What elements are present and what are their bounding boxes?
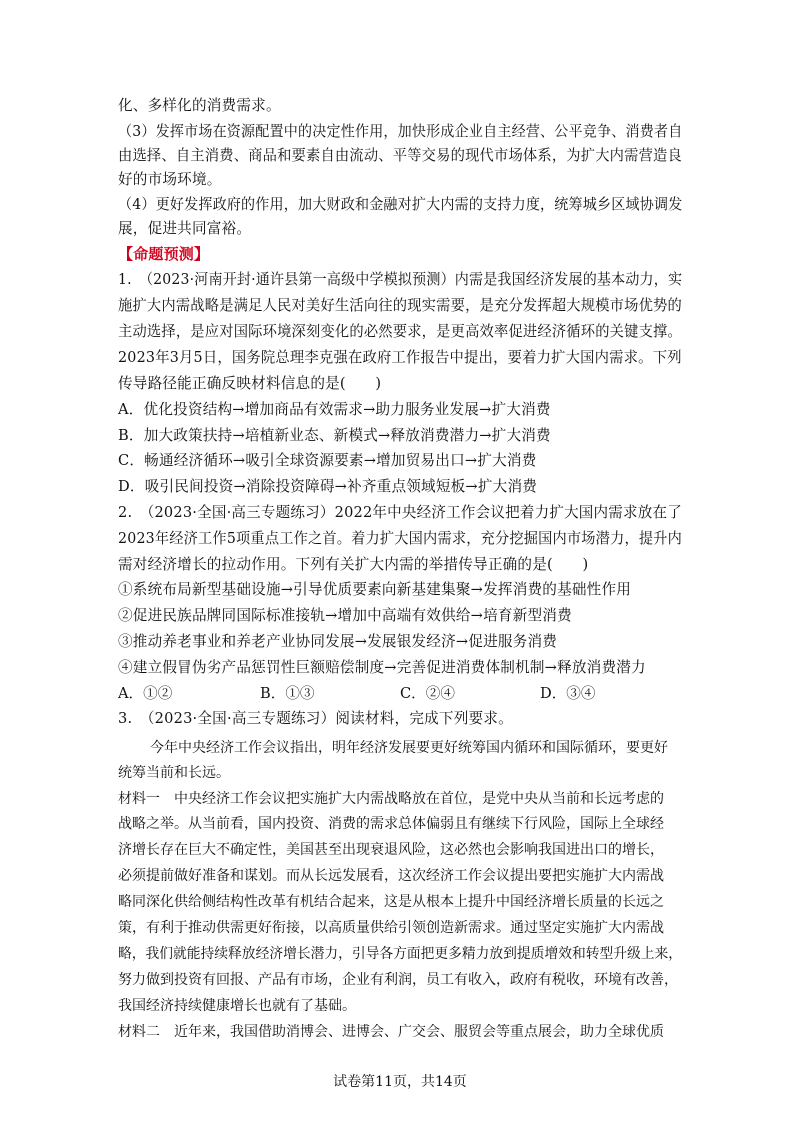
q2-stem-line: 2023年经济工作5项重点工作之首。着力扩大国内需求，充分挖掘国内市场潜力，提升内 <box>118 530 683 547</box>
material1-line: 略同深化供给侧结构性改革有机结合起来，这是从根本上提升中国经济增长质量的长远之 <box>118 894 664 910</box>
material1-line: 略，我们就能持续释放经济增长潜力，引导各方面把更多精力放到提质增效和转型升级上来， <box>118 946 683 962</box>
q2-item: ③推动养老事业和养老产业协同发展→发展银发经济→促进服务消费 <box>118 633 558 650</box>
q1-option-d: D．吸引民间投资→消除投资障碍→补齐重点领域短板→扩大消费 <box>118 478 538 495</box>
text-line: 好的市场环境。 <box>118 171 222 188</box>
text-line: （3）发挥市场在资源配置中的决定性作用，加快形成企业自主经营、公平竞争、消费者自 <box>118 123 683 140</box>
q1-stem-line: 1. （2023·河南开封·通许县第一高级中学模拟预测）内需是我国经济发展的基本动力，实 <box>118 271 683 288</box>
q3-intro-line: 今年中央经济工作会议指出，明年经济发展要更好统筹国内循环和国际循环，要更好 <box>150 740 668 756</box>
q2-item: ①系统布局新型基础设施→引导优质要素向新基建集聚→发挥消费的基础性作用 <box>118 581 632 598</box>
q2-choice-d: D．③④ <box>540 685 596 702</box>
q1-option-a: A．优化投资结构→增加商品有效需求→助力服务业发展→扩大消费 <box>118 401 551 418</box>
material1-line: 我国经济持续健康增长也就有了基础。 <box>118 998 356 1014</box>
q1-stem-line: 施扩大内需战略是满足人民对美好生活向往的现实需要，是充分发挥超大规模市场优势的 <box>118 297 682 314</box>
q1-stem-line: 2023年3月5日，国务院总理李克强在政府工作报告中提出，要着力扩大国内需求。下列 <box>118 349 682 366</box>
material1-line: 战略之举。从当前看，国内投资、消费的需求总体偏弱且有继续下行风险，国际上全球经 <box>118 816 664 832</box>
q1-stem-line: 传导路径能正确反映材料信息的是( ) <box>118 375 382 392</box>
section-heading: 【命题预测】 <box>118 245 210 263</box>
q2-choice-c: C．②④ <box>400 685 455 702</box>
material1-line: 必须提前做好准备和谋划。而从长远发展看，这次经济工作会议提出要把实施扩大内需战 <box>118 868 664 884</box>
material1-line: 努力做到投资有回报、产品有市场，企业有利润，员工有收入，政府有税收，环境有改善， <box>118 972 678 988</box>
material1-line: 材料一 中央经济工作会议把实施扩大内需战略放在首位，是党中央从当前和长远考虑的 <box>118 791 664 807</box>
page-footer: 试卷第11页，共14页 <box>333 1074 467 1090</box>
q2-choice-a: A．①② <box>118 685 173 702</box>
material2-line: 材料二 近年来，我国借助消博会、进博会、广交会、服贸会等重点展会，助力全球优质 <box>118 1024 664 1040</box>
text-line: 化、多样化的消费需求。 <box>118 97 281 114</box>
q1-option-c: C．畅通经济循环→吸引全球资源要素→增加贸易出口→扩大消费 <box>118 452 537 469</box>
material1-line: 策，有利于推动供需更好衔接，以高质量供给引领创造新需求。通过坚定实施扩大内需战 <box>118 920 664 936</box>
text-line: 由选择、自主消费、商品和要素自由流动、平等交易的现代市场体系，为扩大内需营造良 <box>118 147 682 164</box>
text-line: 展，促进共同富裕。 <box>118 220 252 237</box>
q2-stem-line: 2. （2023·全国·高三专题练习）2022年中央经济工作会议把着力扩大国内需求放在了 <box>118 504 683 521</box>
q1-stem-line: 主动选择，是应对国际环境深刻变化的必然要求，是更高效率促进经济循环的关键支撑。 <box>118 323 682 340</box>
q2-item: ②促进民族品牌同国际标准接轨→增加中高端有效供给→培育新型消费 <box>118 607 572 624</box>
q3-stem-line: 3. （2023·全国·高三专题练习）阅读材料，完成下列要求。 <box>118 710 513 727</box>
q2-choice-b: B．①③ <box>260 685 315 702</box>
text-line: （4）更好发挥政府的作用，加大财政和金融对扩大内需的支持力度，统筹城乡区域协调发 <box>118 196 683 213</box>
q1-option-b: B．加大政策扶持→培植新业态、新模式→释放消费潜力→扩大消费 <box>118 427 551 444</box>
q2-stem-line: 需对经济增长的拉动作用。下列有关扩大内需的举措传导正确的是( ) <box>118 556 589 573</box>
material1-line: 济增长存在巨大不确定性，美国甚至出现衰退风险，这必然也会影响我国进出口的增长， <box>118 842 664 858</box>
q2-item: ④建立假冒伪劣产品惩罚性巨额赔偿制度→完善促进消费体制机制→释放消费潜力 <box>118 659 646 676</box>
q3-intro-line: 统筹当前和长远。 <box>118 765 230 781</box>
